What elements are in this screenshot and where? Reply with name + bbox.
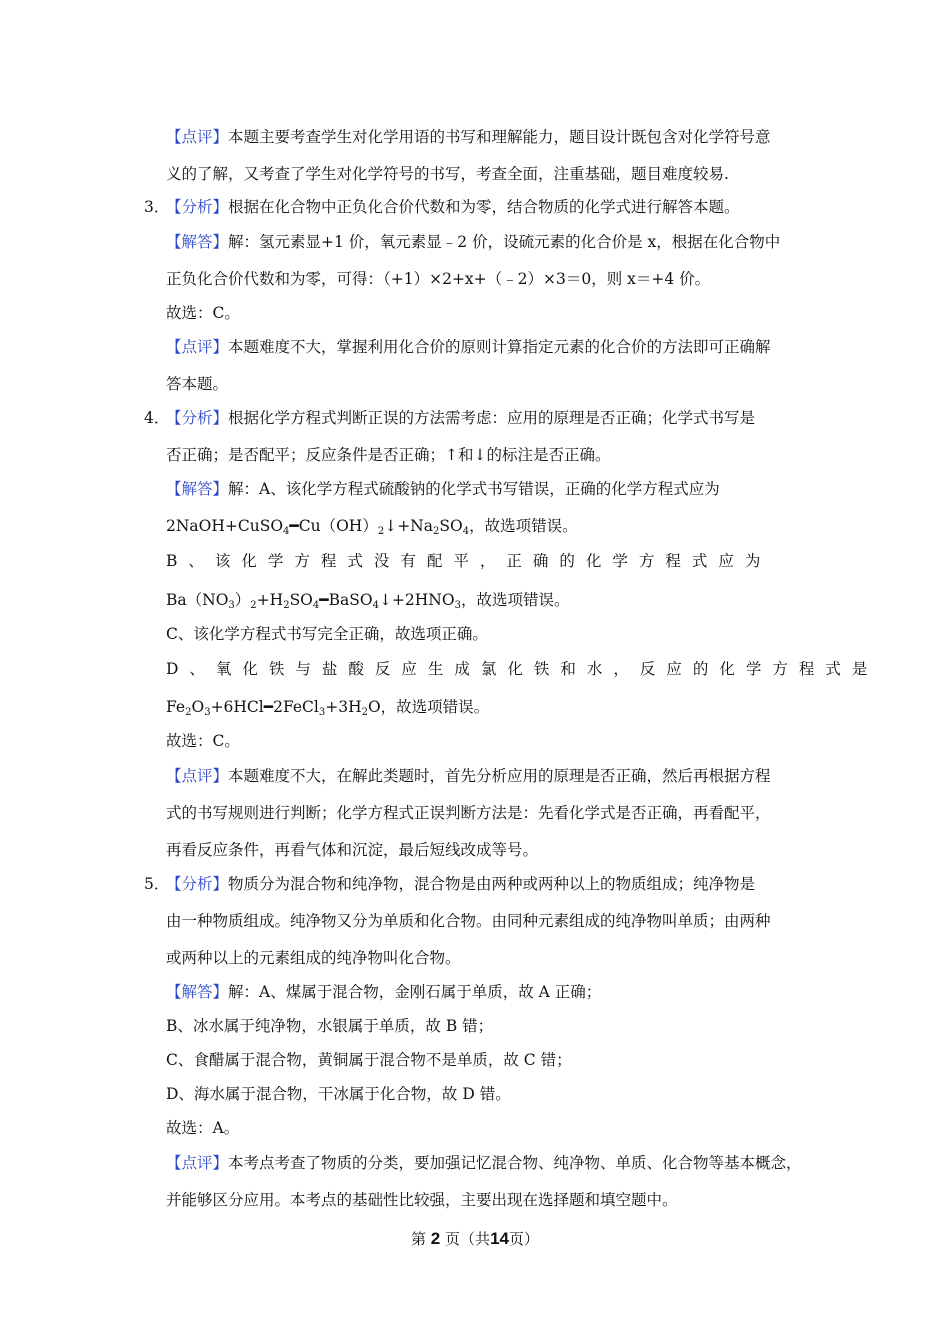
answer-tag: 【解答】 xyxy=(166,233,229,251)
text-line xyxy=(166,374,228,394)
line-text: 根据在化合物中正负化合价代数和为零，结合物质的化学式进行解答本题。 xyxy=(228,198,740,216)
page-number: 2 xyxy=(430,1229,441,1248)
line-text: 或两种以上的元素组成的纯净物叫化合物。 xyxy=(166,949,461,967)
text-line xyxy=(166,303,240,323)
text-line xyxy=(166,197,740,217)
line-text: 物质分为混合物和纯净物，混合物是由两种或两种以上的物质组成；纯净物是 xyxy=(228,875,756,893)
equation-line: $Fe_2O_3+6HCl━2FeCl_3+3H_2O$，故选项错误。 xyxy=(166,698,490,718)
answer-tag: 【解答】 xyxy=(166,983,229,1001)
line-text: 故选：C。 xyxy=(166,304,240,322)
text-line xyxy=(166,766,771,786)
text-line: 故选：C。 xyxy=(166,732,240,750)
comment-tag: 【点评】 xyxy=(166,1154,229,1172)
answer-tag: 【解答】 xyxy=(166,480,229,498)
comment-tag: 【点评】 xyxy=(166,767,229,785)
line-text: 本题主要考查学生对化学用语的书写和理解能力，题目设计既包含对化学符号意 xyxy=(228,128,771,146)
page-footer xyxy=(0,1228,950,1249)
line-text: 再看反应条件，再看气体和沉淀，最后短线改成等号。 xyxy=(166,841,539,859)
text-line: B、冰水属于纯净物，水银属于单质，故 B 错； xyxy=(166,1017,494,1035)
text-line xyxy=(166,982,601,1002)
page-total: 14 xyxy=(490,1229,509,1248)
footer-mid: 页（共 xyxy=(445,1230,491,1248)
line-text: 本考点考查了物质的分类，要加强记忆混合物、纯净物、单质、化合物等基本概念， xyxy=(228,1154,802,1172)
text-line: 故选：A。 xyxy=(166,1119,240,1137)
footer-prefix: 第 xyxy=(411,1230,427,1248)
text-line xyxy=(166,948,461,968)
footer-suffix: 页） xyxy=(508,1230,539,1248)
text-line xyxy=(166,445,610,465)
text-line: D、海水属于混合物，干冰属于化合物，故 D 错。 xyxy=(166,1085,511,1103)
line-text: 由一种物质组成。纯净物又分为单质和化合物。由同种元素组成的纯净物叫单质；由两种 xyxy=(166,912,771,930)
question-number: 3． xyxy=(144,198,170,216)
line-text: 本题难度不大，在解此类题时，首先分析应用的原理是否正确，然后再根据方程 xyxy=(228,767,771,785)
text-line xyxy=(166,408,755,428)
line-text: 根据化学方程式判断正误的方法需考虑：应用的原理是否正确；化学式书写是 xyxy=(228,409,756,427)
text-line xyxy=(166,1153,802,1173)
line-text: 正负化合价代数和为零，可得：（+1）×2+x+（﹣2）×3＝0，则 x＝+4 价。 xyxy=(166,270,711,288)
line-text: 否正确；是否配平；反应条件是否正确；↑和↓的标注是否正确。 xyxy=(166,446,611,464)
text-line xyxy=(166,803,771,823)
text-line xyxy=(166,337,771,357)
equation-line: $2NaOH+CuSO_4━Cu(OH)_2↓+Na_2SO_4$，故选项错误。 xyxy=(166,517,578,537)
text-line xyxy=(166,874,755,894)
text-line xyxy=(166,269,710,289)
analysis-tag: 【分析】 xyxy=(166,409,229,427)
line-text: 式的书写规则进行判断；化学方程式正误判断方法是：先看化学式是否正确，再看配平， xyxy=(166,804,771,822)
text-line xyxy=(166,1190,678,1210)
comment-tag: 【点评】 xyxy=(166,128,229,146)
text-line xyxy=(166,164,729,184)
line-text: 解：A、该化学方程式硫酸钠的化学式书写错误，正确的化学方程式应为 xyxy=(228,480,720,498)
analysis-tag: 【分析】 xyxy=(166,198,229,216)
text-line xyxy=(166,232,780,252)
text-line: B、该化学方程式没有配平，正确的化学方程式应为 xyxy=(166,552,772,570)
line-text: 义的了解，又考查了学生对化学符号的书写，考查全面，注重基础，题目难度较易. xyxy=(166,165,729,183)
text-line xyxy=(166,479,720,499)
text-line xyxy=(166,127,771,147)
line-text: 解：氢元素显+1 价，氧元素显﹣2 价，设硫元素的化合价是 x，根据在化合物中 xyxy=(228,233,781,251)
line-text: 解：A、煤属于混合物，金刚石属于单质，故 A 正确； xyxy=(228,983,602,1001)
question-number: 4． xyxy=(144,409,170,427)
text-line xyxy=(166,911,771,931)
comment-tag: 【点评】 xyxy=(166,338,229,356)
text-line: C、该化学方程式书写完全正确，故选项正确。 xyxy=(166,625,488,643)
question-number: 5． xyxy=(144,875,170,893)
text-line: D、氧化铁与盐酸反应生成氯化铁和水，反应的化学方程式是 xyxy=(166,660,879,678)
text-line: C、食醋属于混合物，黄铜属于混合物不是单质，故 C 错； xyxy=(166,1051,572,1069)
text-line xyxy=(166,840,538,860)
line-text: 并能够区分应用。本考点的基础性比较强，主要出现在选择题和填空题中。 xyxy=(166,1191,678,1209)
analysis-tag: 【分析】 xyxy=(166,875,229,893)
equation-line: $Ba(NO_3)_2+H_2SO_4━BaSO_4↓+2HNO_3$，故选项错误。 xyxy=(166,591,570,611)
line-text: 答本题。 xyxy=(166,375,229,393)
line-text: 本题难度不大，掌握利用化合价的原则计算指定元素的化合价的方法即可正确解 xyxy=(228,338,771,356)
